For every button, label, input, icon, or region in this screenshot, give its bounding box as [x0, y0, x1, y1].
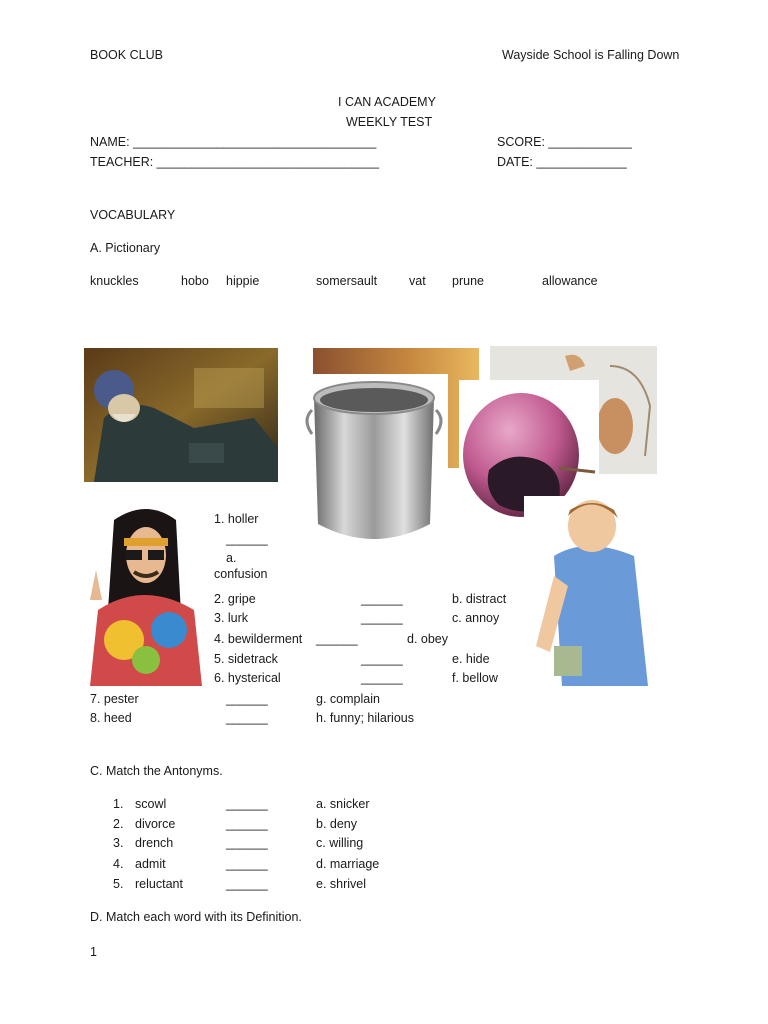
word-prune: prune [452, 274, 484, 288]
synonym-item-4: 4. bewilderment [214, 632, 303, 646]
synonym-answer-d: d. obey [407, 632, 449, 646]
allowance-image [524, 496, 648, 686]
synonym-answer-a: a. confusion [214, 551, 268, 581]
synonym-item-2: 2. gripe [214, 592, 256, 606]
antonym-answer-d: d. marriage [316, 857, 380, 871]
antonym-num-2: 2. [113, 817, 124, 831]
teacher-field: TEACHER: ________________________________ [90, 155, 380, 169]
antonym-blank-1: ______ [226, 797, 268, 811]
antonym-word-3: drench [135, 836, 174, 850]
antonym-blank-4: ______ [226, 857, 268, 871]
test-title: WEEKLY TEST [346, 115, 433, 129]
antonym-word-2: divorce [135, 817, 176, 831]
vat-image [300, 374, 448, 550]
antonym-answer-c: c. willing [316, 836, 364, 850]
date-field: DATE: _____________ [497, 155, 627, 169]
synonym-item-8: 8. heed [90, 711, 132, 725]
header-right: Wayside School is Falling Down [502, 48, 680, 62]
synonym-item-5: 5. sidetrack [214, 652, 278, 666]
page-number: 1 [90, 945, 97, 959]
antonym-num-4: 4. [113, 857, 124, 871]
antonyms-heading: C. Match the Antonyms. [90, 764, 223, 778]
synonym-blank-7: ______ [226, 692, 268, 706]
word-knuckles: knuckles [90, 274, 139, 288]
hippie-image [84, 500, 204, 686]
antonym-blank-5: ______ [226, 877, 268, 891]
antonym-num-3: 3. [113, 836, 124, 850]
word-allowance: allowance [542, 274, 598, 288]
synonym-blank-2: ______ [361, 592, 403, 606]
school-name: I CAN ACADEMY [338, 95, 436, 109]
synonym-answer-c: c. annoy [452, 611, 500, 625]
antonym-answer-e: e. shrivel [316, 877, 367, 891]
pictionary-heading: A. Pictionary [90, 241, 161, 255]
antonym-num-1: 1. [113, 797, 124, 811]
word-somersault: somersault [316, 274, 378, 288]
antonym-word-4: admit [135, 857, 166, 871]
synonym-blank-3: ______ [361, 611, 403, 625]
synonym-blank-5: ______ [361, 652, 403, 666]
synonym-blank-8: ______ [226, 711, 268, 725]
antonym-answer-b: b. deny [316, 817, 358, 831]
antonym-word-1: scowl [135, 797, 167, 811]
synonym-answer-g: g. complain [316, 692, 380, 706]
vocabulary-heading: VOCABULARY [90, 208, 176, 222]
synonym-answer-f: f. bellow [452, 671, 498, 685]
synonym-item-6: 6. hysterical [214, 671, 281, 685]
synonym-blank-6: ______ [361, 671, 403, 685]
word-hippie: hippie [226, 274, 260, 288]
synonym-answer-e: e. hide [452, 652, 490, 666]
synonym-item-3: 3. lurk [214, 611, 249, 625]
antonym-answer-a: a. snicker [316, 797, 370, 811]
synonym-item-1: 1. holler [214, 512, 259, 526]
header-left: BOOK CLUB [90, 48, 163, 62]
antonym-num-5: 5. [113, 877, 124, 891]
synonym-blank-1: ______ [226, 532, 268, 546]
word-hobo: hobo [181, 274, 209, 288]
score-field: SCORE: ____________ [497, 135, 632, 149]
hobo-image [84, 348, 278, 482]
antonym-blank-3: ______ [226, 836, 268, 850]
word-vat: vat [409, 274, 426, 288]
synonym-item-7: 7. pester [90, 692, 139, 706]
name-field: NAME: ___________________________________ [90, 135, 377, 149]
synonym-answer-h: h. funny; hilarious [316, 711, 414, 725]
antonym-word-5: reluctant [135, 877, 183, 891]
synonym-answer-b: b. distract [452, 592, 507, 606]
definitions-heading: D. Match each word with its Definition. [90, 910, 302, 924]
antonym-blank-2: ______ [226, 817, 268, 831]
synonym-blank-4: ______ [316, 632, 358, 646]
